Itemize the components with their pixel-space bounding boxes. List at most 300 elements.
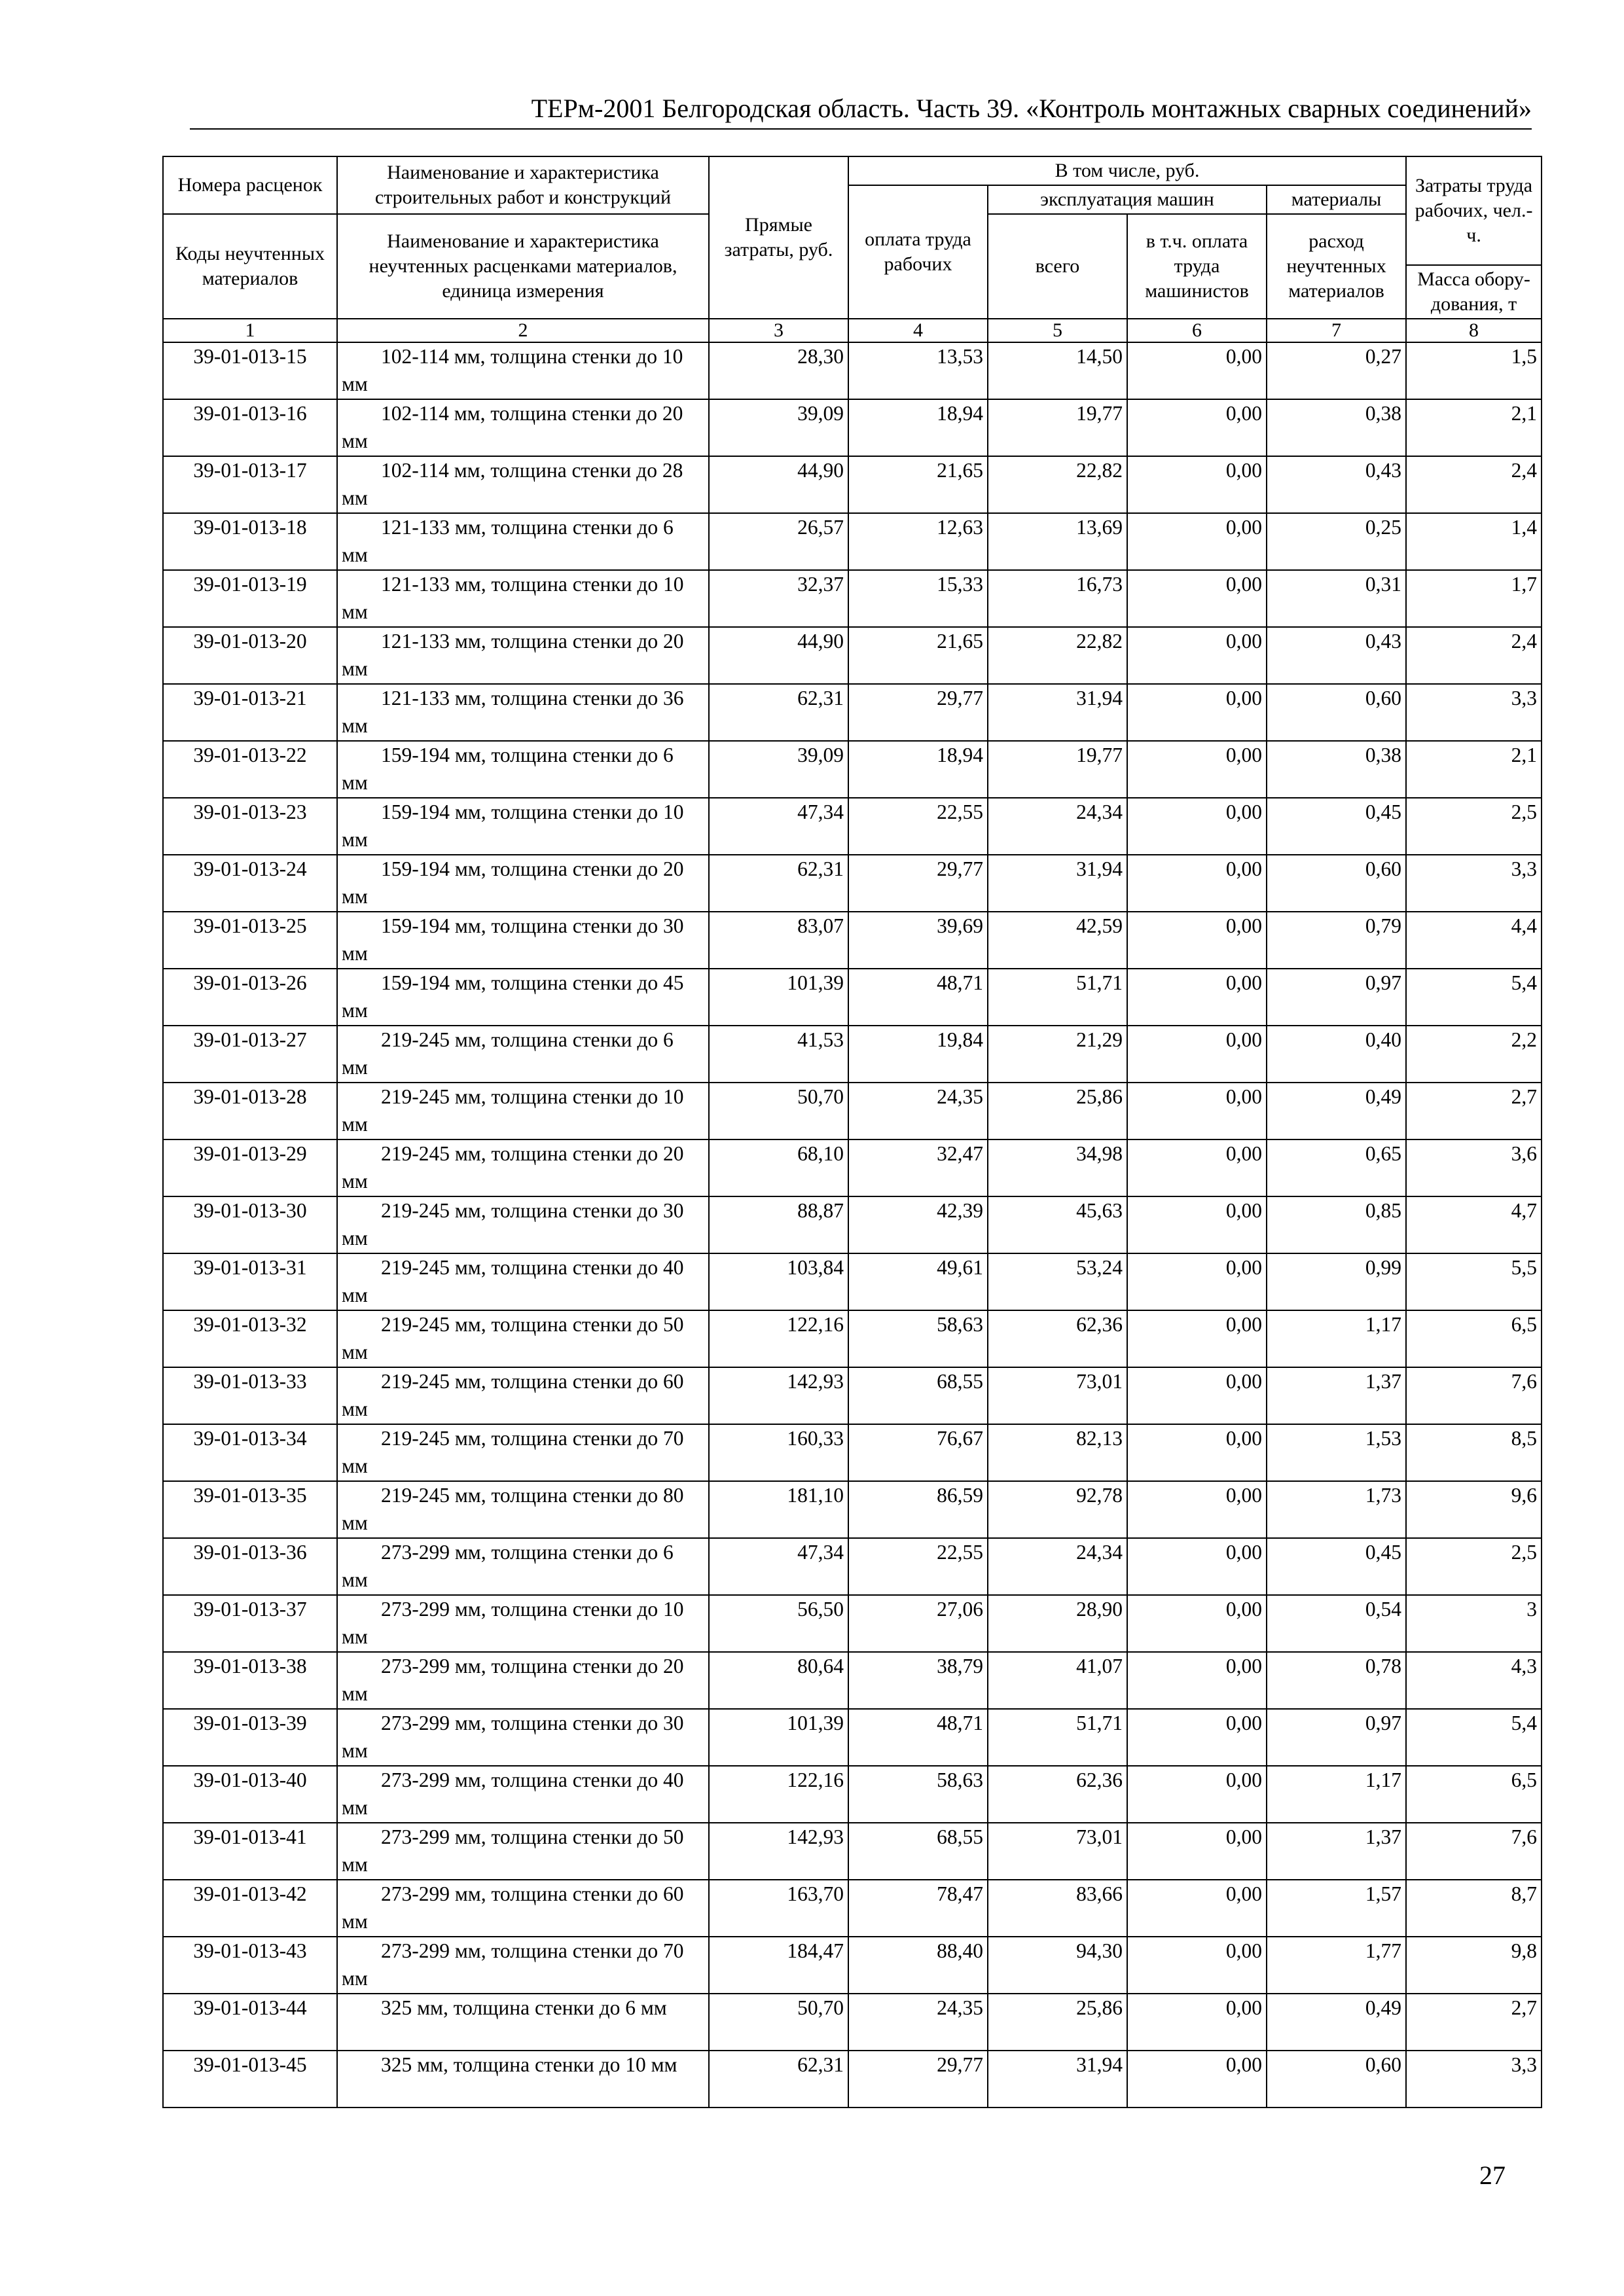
rate-code-cell: 39-01-013-43 (163, 1937, 337, 1994)
machines-total-cell: 51,71 (988, 969, 1127, 1026)
work-description-cell: 159-194 мм, толщина стенки до 45 мм (337, 969, 709, 1026)
operator-pay-cell: 0,00 (1127, 1424, 1267, 1481)
rate-code-cell: 39-01-013-28 (163, 1083, 337, 1139)
labor-pay-cell: 48,71 (848, 1709, 988, 1766)
operator-pay-cell: 0,00 (1127, 798, 1267, 855)
header-operator-pay: в т.ч. оплата труда машинистов (1127, 214, 1267, 319)
labor-pay-cell: 78,47 (848, 1880, 988, 1937)
materials-cell: 0,43 (1267, 627, 1406, 684)
labor-hours-cell: 5,5 (1406, 1253, 1542, 1310)
operator-pay-cell: 0,00 (1127, 1595, 1267, 1652)
materials-cell: 1,53 (1267, 1424, 1406, 1481)
work-description-cell: 219-245 мм, толщина стенки до 10 мм (337, 1083, 709, 1139)
header-including-group: В том числе, руб. (848, 156, 1406, 185)
table-row (163, 1424, 1542, 1481)
work-description-cell: 102-114 мм, толщина стенки до 28 мм (337, 456, 709, 513)
header-material-consumption: расход неучтенных материалов (1267, 214, 1406, 319)
operator-pay-cell: 0,00 (1127, 1026, 1267, 1083)
machines-total-cell: 41,07 (988, 1652, 1127, 1709)
work-description-cell: 219-245 мм, толщина стенки до 40 мм (337, 1253, 709, 1310)
labor-hours-cell: 4,3 (1406, 1652, 1542, 1709)
direct-costs-cell: 50,70 (709, 1083, 848, 1139)
column-number: 7 (1267, 319, 1406, 342)
operator-pay-cell: 0,00 (1127, 1310, 1267, 1367)
operator-pay-cell: 0,00 (1127, 1253, 1267, 1310)
operator-pay-cell: 0,00 (1127, 1481, 1267, 1538)
table-row (163, 1595, 1542, 1652)
rate-code-cell: 39-01-013-38 (163, 1652, 337, 1709)
materials-cell: 0,40 (1267, 1026, 1406, 1083)
labor-hours-cell: 2,1 (1406, 741, 1542, 798)
work-description-cell: 159-194 мм, толщина стенки до 6 мм (337, 741, 709, 798)
operator-pay-cell: 0,00 (1127, 1880, 1267, 1937)
rate-code-cell: 39-01-013-23 (163, 798, 337, 855)
table-row (163, 855, 1542, 912)
labor-pay-cell: 39,69 (848, 912, 988, 969)
rate-code-cell: 39-01-013-18 (163, 513, 337, 570)
table-header (163, 156, 1542, 342)
materials-cell: 0,97 (1267, 969, 1406, 1026)
operator-pay-cell: 0,00 (1127, 1196, 1267, 1253)
table-row (163, 684, 1542, 741)
machines-total-cell: 92,78 (988, 1481, 1127, 1538)
materials-cell: 1,37 (1267, 1367, 1406, 1424)
materials-cell: 0,79 (1267, 912, 1406, 969)
direct-costs-cell: 160,33 (709, 1424, 848, 1481)
labor-pay-cell: 42,39 (848, 1196, 988, 1253)
labor-hours-cell: 9,6 (1406, 1481, 1542, 1538)
machines-total-cell: 14,50 (988, 342, 1127, 399)
labor-hours-cell: 7,6 (1406, 1367, 1542, 1424)
direct-costs-cell: 50,70 (709, 1994, 848, 2051)
work-description-cell: 273-299 мм, толщина стенки до 50 мм (337, 1823, 709, 1880)
labor-hours-cell: 4,4 (1406, 912, 1542, 969)
materials-cell: 1,77 (1267, 1937, 1406, 1994)
labor-pay-cell: 88,40 (848, 1937, 988, 1994)
operator-pay-cell: 0,00 (1127, 627, 1267, 684)
work-description-cell: 273-299 мм, толщина стенки до 30 мм (337, 1709, 709, 1766)
work-description-cell: 159-194 мм, толщина стенки до 10 мм (337, 798, 709, 855)
materials-cell: 0,78 (1267, 1652, 1406, 1709)
work-description-cell: 219-245 мм, толщина стенки до 80 мм (337, 1481, 709, 1538)
direct-costs-cell: 122,16 (709, 1310, 848, 1367)
labor-hours-cell: 6,5 (1406, 1766, 1542, 1823)
operator-pay-cell: 0,00 (1127, 513, 1267, 570)
labor-pay-cell: 58,63 (848, 1766, 988, 1823)
materials-cell: 0,38 (1267, 399, 1406, 456)
work-description-cell: 219-245 мм, толщина стенки до 20 мм (337, 1139, 709, 1196)
rate-code-cell: 39-01-013-21 (163, 684, 337, 741)
direct-costs-cell: 26,57 (709, 513, 848, 570)
labor-pay-cell: 32,47 (848, 1139, 988, 1196)
header-machines-group: эксплуатация машин (988, 185, 1267, 214)
rate-code-cell: 39-01-013-41 (163, 1823, 337, 1880)
labor-hours-cell: 8,5 (1406, 1424, 1542, 1481)
work-description-cell: 273-299 мм, толщина стенки до 20 мм (337, 1652, 709, 1709)
work-description-cell: 273-299 мм, толщина стенки до 6 мм (337, 1538, 709, 1595)
machines-total-cell: 22,82 (988, 627, 1127, 684)
rate-code-cell: 39-01-013-31 (163, 1253, 337, 1310)
direct-costs-cell: 142,93 (709, 1823, 848, 1880)
table-row (163, 1481, 1542, 1538)
work-description-cell: 159-194 мм, толщина стенки до 20 мм (337, 855, 709, 912)
labor-pay-cell: 29,77 (848, 2051, 988, 2108)
direct-costs-cell: 184,47 (709, 1937, 848, 1994)
labor-hours-cell: 2,4 (1406, 456, 1542, 513)
operator-pay-cell: 0,00 (1127, 1709, 1267, 1766)
materials-cell: 0,99 (1267, 1253, 1406, 1310)
direct-costs-cell: 56,50 (709, 1595, 848, 1652)
work-description-cell: 219-245 мм, толщина стенки до 6 мм (337, 1026, 709, 1083)
labor-pay-cell: 21,65 (848, 456, 988, 513)
machines-total-cell: 62,36 (988, 1766, 1127, 1823)
direct-costs-cell: 103,84 (709, 1253, 848, 1310)
direct-costs-cell: 68,10 (709, 1139, 848, 1196)
materials-cell: 1,73 (1267, 1481, 1406, 1538)
machines-total-cell: 82,13 (988, 1424, 1127, 1481)
table-row (163, 969, 1542, 1026)
work-description-cell: 273-299 мм, толщина стенки до 10 мм (337, 1595, 709, 1652)
work-description-cell: 219-245 мм, толщина стенки до 60 мм (337, 1367, 709, 1424)
materials-cell: 0,49 (1267, 1083, 1406, 1139)
labor-pay-cell: 29,77 (848, 684, 988, 741)
rate-code-cell: 39-01-013-29 (163, 1139, 337, 1196)
work-description-cell: 121-133 мм, толщина стенки до 36 мм (337, 684, 709, 741)
work-description-cell: 219-245 мм, толщина стенки до 30 мм (337, 1196, 709, 1253)
labor-pay-cell: 58,63 (848, 1310, 988, 1367)
operator-pay-cell: 0,00 (1127, 1937, 1267, 1994)
machines-total-cell: 24,34 (988, 798, 1127, 855)
column-number: 5 (988, 319, 1127, 342)
table-row (163, 342, 1542, 399)
rates-table (162, 156, 1542, 2108)
materials-cell: 0,60 (1267, 684, 1406, 741)
labor-hours-cell: 5,4 (1406, 1709, 1542, 1766)
machines-total-cell: 24,34 (988, 1538, 1127, 1595)
table-row (163, 741, 1542, 798)
labor-hours-cell: 1,7 (1406, 570, 1542, 627)
rate-code-cell: 39-01-013-39 (163, 1709, 337, 1766)
labor-hours-cell: 7,6 (1406, 1823, 1542, 1880)
column-number: 2 (337, 319, 709, 342)
table-row (163, 399, 1542, 456)
table-row (163, 1652, 1542, 1709)
operator-pay-cell: 0,00 (1127, 570, 1267, 627)
rate-code-cell: 39-01-013-25 (163, 912, 337, 969)
table-row (163, 456, 1542, 513)
labor-hours-cell: 6,5 (1406, 1310, 1542, 1367)
table-row (163, 798, 1542, 855)
labor-hours-cell: 4,7 (1406, 1196, 1542, 1253)
direct-costs-cell: 142,93 (709, 1367, 848, 1424)
labor-pay-cell: 24,35 (848, 1994, 988, 2051)
materials-cell: 0,27 (1267, 342, 1406, 399)
page-header-title: ТЕРм-2001 Белгородская область. Часть 39. «Контроль монтажных сварных соединений» (531, 94, 1532, 123)
labor-pay-cell: 29,77 (848, 855, 988, 912)
operator-pay-cell: 0,00 (1127, 1652, 1267, 1709)
machines-total-cell: 34,98 (988, 1139, 1127, 1196)
header-material-name: Наименование и характеристика неучтенных расценками материалов, единица измерения (337, 214, 709, 319)
direct-costs-cell: 83,07 (709, 912, 848, 969)
machines-total-cell: 31,94 (988, 855, 1127, 912)
machines-total-cell: 13,69 (988, 513, 1127, 570)
materials-cell: 0,45 (1267, 798, 1406, 855)
header-rate-numbers: Номера расценок (163, 156, 337, 214)
header-divider (190, 128, 1532, 130)
direct-costs-cell: 101,39 (709, 1709, 848, 1766)
column-number: 8 (1406, 319, 1542, 342)
work-description-cell: 325 мм, толщина стенки до 10 мм (337, 2051, 709, 2108)
materials-cell: 0,54 (1267, 1595, 1406, 1652)
labor-pay-cell: 18,94 (848, 741, 988, 798)
materials-cell: 0,60 (1267, 855, 1406, 912)
direct-costs-cell: 62,31 (709, 855, 848, 912)
rate-code-cell: 39-01-013-37 (163, 1595, 337, 1652)
labor-pay-cell: 21,65 (848, 627, 988, 684)
labor-hours-cell: 2,7 (1406, 1083, 1542, 1139)
machines-total-cell: 31,94 (988, 2051, 1127, 2108)
table-row (163, 1538, 1542, 1595)
table-row (163, 1367, 1542, 1424)
work-description-cell: 121-133 мм, толщина стенки до 6 мм (337, 513, 709, 570)
table-body (163, 342, 1542, 2108)
table-row (163, 1994, 1542, 2051)
header-work-name: Наименование и характеристика строительных работ и конструкций (337, 156, 709, 214)
direct-costs-cell: 39,09 (709, 399, 848, 456)
work-description-cell: 219-245 мм, толщина стенки до 50 мм (337, 1310, 709, 1367)
work-description-cell: 325 мм, толщина стенки до 6 мм (337, 1994, 709, 2051)
operator-pay-cell: 0,00 (1127, 912, 1267, 969)
labor-hours-cell: 3,3 (1406, 855, 1542, 912)
machines-total-cell: 83,66 (988, 1880, 1127, 1937)
machines-total-cell: 73,01 (988, 1823, 1127, 1880)
materials-cell: 0,49 (1267, 1994, 1406, 2051)
machines-total-cell: 94,30 (988, 1937, 1127, 1994)
labor-hours-cell: 3,3 (1406, 2051, 1542, 2108)
direct-costs-cell: 44,90 (709, 627, 848, 684)
labor-hours-cell: 2,5 (1406, 798, 1542, 855)
page-number: 27 (1479, 2161, 1506, 2190)
column-number: 4 (848, 319, 988, 342)
operator-pay-cell: 0,00 (1127, 1139, 1267, 1196)
labor-pay-cell: 76,67 (848, 1424, 988, 1481)
machines-total-cell: 45,63 (988, 1196, 1127, 1253)
machines-total-cell: 25,86 (988, 1994, 1127, 2051)
materials-cell: 0,60 (1267, 2051, 1406, 2108)
rate-code-cell: 39-01-013-26 (163, 969, 337, 1026)
labor-pay-cell: 15,33 (848, 570, 988, 627)
rate-code-cell: 39-01-013-35 (163, 1481, 337, 1538)
labor-hours-cell: 1,4 (1406, 513, 1542, 570)
machines-total-cell: 31,94 (988, 684, 1127, 741)
labor-pay-cell: 24,35 (848, 1083, 988, 1139)
materials-cell: 0,85 (1267, 1196, 1406, 1253)
table-row (163, 1823, 1542, 1880)
operator-pay-cell: 0,00 (1127, 969, 1267, 1026)
work-description-cell: 102-114 мм, толщина стенки до 10 мм (337, 342, 709, 399)
table-row (163, 1026, 1542, 1083)
labor-hours-cell: 2,2 (1406, 1026, 1542, 1083)
direct-costs-cell: 39,09 (709, 741, 848, 798)
table-row (163, 1937, 1542, 1994)
operator-pay-cell: 0,00 (1127, 855, 1267, 912)
header-material-codes: Коды неучтенных материалов (163, 214, 337, 319)
machines-total-cell: 16,73 (988, 570, 1127, 627)
operator-pay-cell: 0,00 (1127, 342, 1267, 399)
operator-pay-cell: 0,00 (1127, 456, 1267, 513)
rate-code-cell: 39-01-013-17 (163, 456, 337, 513)
operator-pay-cell: 0,00 (1127, 1083, 1267, 1139)
work-description-cell: 273-299 мм, толщина стенки до 40 мм (337, 1766, 709, 1823)
labor-pay-cell: 18,94 (848, 399, 988, 456)
labor-hours-cell: 2,7 (1406, 1994, 1542, 2051)
header-direct-costs: Прямые затраты, руб. (709, 156, 848, 319)
table-row (163, 1310, 1542, 1367)
operator-pay-cell: 0,00 (1127, 741, 1267, 798)
rate-code-cell: 39-01-013-15 (163, 342, 337, 399)
materials-cell: 1,17 (1267, 1766, 1406, 1823)
operator-pay-cell: 0,00 (1127, 1367, 1267, 1424)
operator-pay-cell: 0,00 (1127, 2051, 1267, 2108)
rate-code-cell: 39-01-013-33 (163, 1367, 337, 1424)
labor-pay-cell: 27,06 (848, 1595, 988, 1652)
direct-costs-cell: 47,34 (709, 798, 848, 855)
work-description-cell: 273-299 мм, толщина стенки до 60 мм (337, 1880, 709, 1937)
direct-costs-cell: 88,87 (709, 1196, 848, 1253)
materials-cell: 1,57 (1267, 1880, 1406, 1937)
rate-code-cell: 39-01-013-34 (163, 1424, 337, 1481)
machines-total-cell: 51,71 (988, 1709, 1127, 1766)
direct-costs-cell: 32,37 (709, 570, 848, 627)
work-description-cell: 159-194 мм, толщина стенки до 30 мм (337, 912, 709, 969)
direct-costs-cell: 101,39 (709, 969, 848, 1026)
operator-pay-cell: 0,00 (1127, 1766, 1267, 1823)
table-row (163, 513, 1542, 570)
rate-code-cell: 39-01-013-16 (163, 399, 337, 456)
labor-hours-cell: 3,6 (1406, 1139, 1542, 1196)
rate-code-cell: 39-01-013-24 (163, 855, 337, 912)
rate-code-cell: 39-01-013-19 (163, 570, 337, 627)
work-description-cell: 121-133 мм, толщина стенки до 20 мм (337, 627, 709, 684)
labor-hours-cell: 9,8 (1406, 1937, 1542, 1994)
work-description-cell: 121-133 мм, толщина стенки до 10 мм (337, 570, 709, 627)
column-number: 3 (709, 319, 848, 342)
table-row (163, 570, 1542, 627)
table-row (163, 1139, 1542, 1196)
labor-pay-cell: 49,61 (848, 1253, 988, 1310)
table-row (163, 1083, 1542, 1139)
rate-code-cell: 39-01-013-20 (163, 627, 337, 684)
labor-hours-cell: 5,4 (1406, 969, 1542, 1026)
column-numbers-row (163, 319, 1542, 342)
labor-hours-cell: 3,3 (1406, 684, 1542, 741)
materials-cell: 0,97 (1267, 1709, 1406, 1766)
materials-cell: 0,43 (1267, 456, 1406, 513)
rate-code-cell: 39-01-013-40 (163, 1766, 337, 1823)
header-labor-pay: оплата труда рабочих (848, 185, 988, 319)
rate-code-cell: 39-01-013-42 (163, 1880, 337, 1937)
materials-cell: 0,31 (1267, 570, 1406, 627)
labor-pay-cell: 22,55 (848, 798, 988, 855)
materials-cell: 0,25 (1267, 513, 1406, 570)
labor-hours-cell: 2,4 (1406, 627, 1542, 684)
table-row (163, 1196, 1542, 1253)
rate-code-cell: 39-01-013-30 (163, 1196, 337, 1253)
work-description-cell: 219-245 мм, толщина стенки до 70 мм (337, 1424, 709, 1481)
operator-pay-cell: 0,00 (1127, 684, 1267, 741)
labor-pay-cell: 38,79 (848, 1652, 988, 1709)
rate-code-cell: 39-01-013-32 (163, 1310, 337, 1367)
machines-total-cell: 62,36 (988, 1310, 1127, 1367)
labor-pay-cell: 12,63 (848, 513, 988, 570)
operator-pay-cell: 0,00 (1127, 1823, 1267, 1880)
direct-costs-cell: 44,90 (709, 456, 848, 513)
table-row (163, 2051, 1542, 2108)
direct-costs-cell: 163,70 (709, 1880, 848, 1937)
rate-code-cell: 39-01-013-27 (163, 1026, 337, 1083)
direct-costs-cell: 41,53 (709, 1026, 848, 1083)
header-machines-total: всего (988, 214, 1127, 319)
column-number: 1 (163, 319, 337, 342)
labor-pay-cell: 68,55 (848, 1823, 988, 1880)
table-row (163, 627, 1542, 684)
labor-hours-cell: 1,5 (1406, 342, 1542, 399)
materials-cell: 0,38 (1267, 741, 1406, 798)
direct-costs-cell: 122,16 (709, 1766, 848, 1823)
table-row (163, 1880, 1542, 1937)
direct-costs-cell: 80,64 (709, 1652, 848, 1709)
column-number: 6 (1127, 319, 1267, 342)
labor-pay-cell: 22,55 (848, 1538, 988, 1595)
table-row (163, 912, 1542, 969)
table-row (163, 1766, 1542, 1823)
direct-costs-cell: 181,10 (709, 1481, 848, 1538)
direct-costs-cell: 28,30 (709, 342, 848, 399)
machines-total-cell: 73,01 (988, 1367, 1127, 1424)
direct-costs-cell: 47,34 (709, 1538, 848, 1595)
work-description-cell: 273-299 мм, толщина стенки до 70 мм (337, 1937, 709, 1994)
header-labor-hours: Затраты труда рабочих, чел.-ч. (1406, 156, 1542, 265)
machines-total-cell: 22,82 (988, 456, 1127, 513)
work-description-cell: 102-114 мм, толщина стенки до 20 мм (337, 399, 709, 456)
materials-cell: 1,37 (1267, 1823, 1406, 1880)
direct-costs-cell: 62,31 (709, 684, 848, 741)
operator-pay-cell: 0,00 (1127, 1538, 1267, 1595)
header-equipment-mass: Масса обору-дования, т (1406, 265, 1542, 319)
labor-hours-cell: 8,7 (1406, 1880, 1542, 1937)
machines-total-cell: 28,90 (988, 1595, 1127, 1652)
rate-code-cell: 39-01-013-44 (163, 1994, 337, 2051)
materials-cell: 1,17 (1267, 1310, 1406, 1367)
labor-pay-cell: 68,55 (848, 1367, 988, 1424)
materials-cell: 0,65 (1267, 1139, 1406, 1196)
table-row (163, 1253, 1542, 1310)
labor-pay-cell: 48,71 (848, 969, 988, 1026)
machines-total-cell: 21,29 (988, 1026, 1127, 1083)
machines-total-cell: 19,77 (988, 399, 1127, 456)
machines-total-cell: 53,24 (988, 1253, 1127, 1310)
machines-total-cell: 42,59 (988, 912, 1127, 969)
labor-pay-cell: 13,53 (848, 342, 988, 399)
labor-hours-cell: 3 (1406, 1595, 1542, 1652)
operator-pay-cell: 0,00 (1127, 399, 1267, 456)
header-materials-group: материалы (1267, 185, 1406, 214)
labor-pay-cell: 86,59 (848, 1481, 988, 1538)
rate-code-cell: 39-01-013-36 (163, 1538, 337, 1595)
operator-pay-cell: 0,00 (1127, 1994, 1267, 2051)
machines-total-cell: 19,77 (988, 741, 1127, 798)
direct-costs-cell: 62,31 (709, 2051, 848, 2108)
